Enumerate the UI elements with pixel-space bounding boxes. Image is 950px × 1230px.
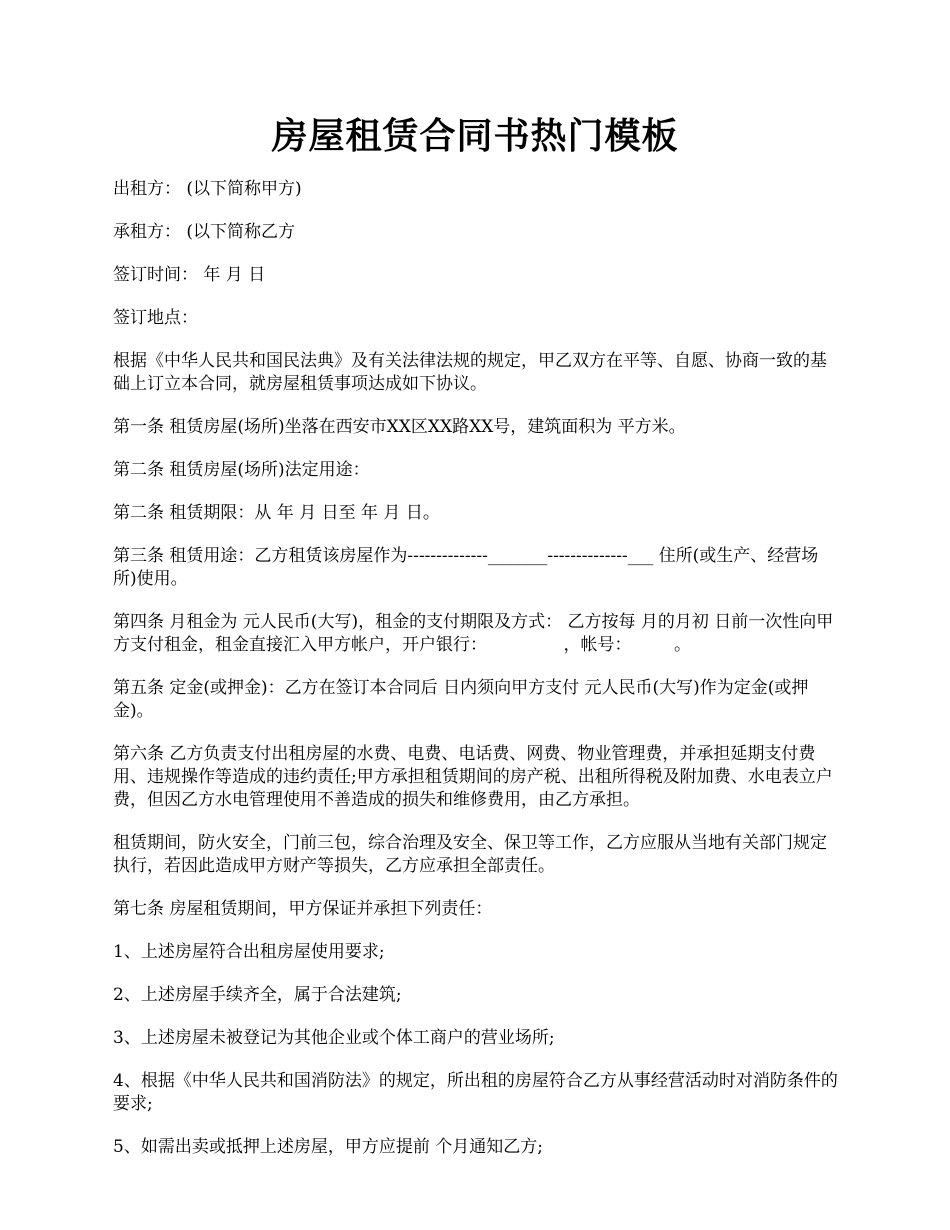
article-6-fees: 第六条 乙方负责支付出租房屋的水费、电费、电话费、网费、物业管理费，并承担延期支付费用、违规操作等造成的违约责任;甲方承担租赁期间的房产税、出租所得税及附加费、水电表立户费，但因乙方水电管理使用不善造成的损失和维修费用，由乙方承担。 [113, 744, 833, 810]
article-1-location: 第一条 租赁房屋(场所)坐落在西安市XX区XX路XX号，建筑面积为 平方米。 [113, 417, 686, 437]
article-2-legal-use: 第二条 租赁房屋(场所)法定用途： [113, 460, 370, 480]
list-item-2: 2、上述房屋手续齐全，属于合法建筑; [113, 985, 402, 1005]
signing-date-line: 签订时间： 年 月 日 [113, 265, 266, 285]
safety-paragraph: 租赁期间，防火安全，门前三包，综合治理及安全、保卫等工作，乙方应服从当地有关部门规定执行，若因此造成甲方财产等损失，乙方应承担全部责任。 [113, 833, 827, 876]
list-item-4: 4、根据《中华人民共和国消防法》的规定，所出租的房屋符合乙方从事经营活动时对消防条件的要求; [113, 1071, 838, 1114]
signing-place-line: 签订地点： [113, 308, 198, 328]
article-4-rent: 第四条 月租金为 元人民币(大写)，租金的支付期限及方式： 乙方按每 月的月初 日前一次性向甲方支付租金，租金直接汇入甲方帐户，开户银行： ，帐号： 。 [113, 612, 834, 655]
list-item-5: 5、如需出卖或抵押上述房屋，甲方应提前 个月通知乙方; [113, 1137, 543, 1157]
document-title: 房屋租赁合同书热门模板 [271, 115, 679, 157]
lessor-line: 出租方： (以下简称甲方) [113, 179, 302, 199]
document-body [113, 178, 838, 1179]
lessee-line: 承租方： (以下简称乙方 [113, 222, 296, 242]
article-2-lease-term: 第二条 租赁期限：从 年 月 日至 年 月 日。 [113, 503, 440, 523]
article-7-heading: 第七条 房屋租赁期间，甲方保证并承担下列责任： [113, 899, 493, 919]
article-3-purpose: 第三条 租赁用途：乙方租赁该房屋作为--------------_______--------------___ 住所(或生产、经营场所)使用。 [113, 546, 819, 589]
list-item-3: 3、上述房屋未被登记为其他企业或个体工商户的营业场所; [113, 1028, 555, 1048]
list-item-1: 1、上述房屋符合出租房屋使用要求; [113, 942, 385, 962]
article-5-deposit: 第五条 定金(或押金)：乙方在签订本合同后 日内须向甲方支付 元人民币(大写)作为定金(或押金)。 [113, 678, 809, 721]
preamble-paragraph: 根据《中华人民共和国民法典》及有关法律法规的规定，甲乙双方在平等、自愿、协商一致的基础上订立本合同，就房屋租赁事项达成如下协议。 [113, 351, 827, 394]
